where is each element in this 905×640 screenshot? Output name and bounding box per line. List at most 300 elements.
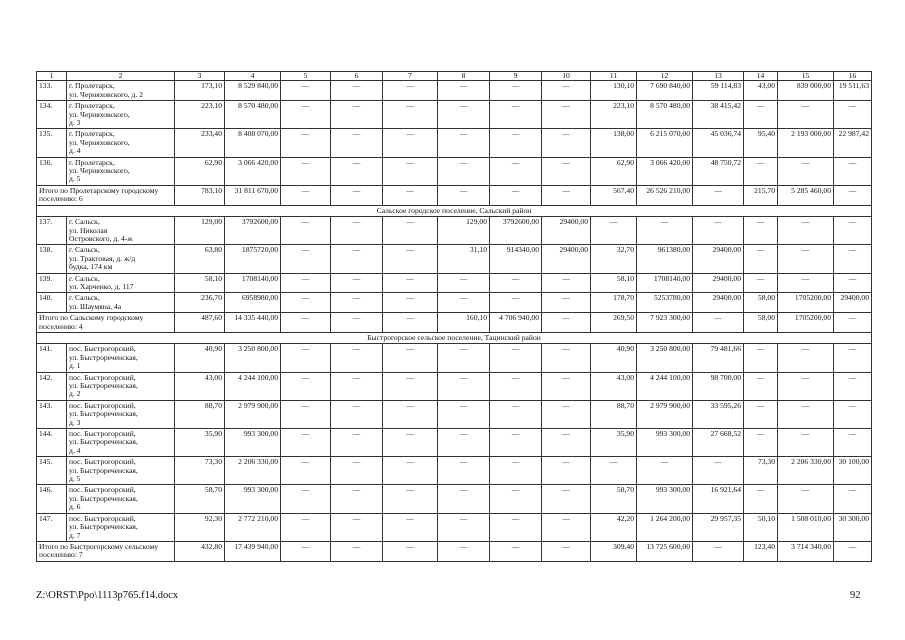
- column-number-cell: 15: [778, 72, 834, 81]
- table-cell: 138,00: [591, 129, 637, 157]
- row-number-cell: 133.: [37, 81, 67, 101]
- table-cell: 73,30: [175, 457, 225, 485]
- table-cell: —: [331, 245, 383, 273]
- table-cell: —: [331, 81, 383, 101]
- table-cell: —: [834, 485, 872, 513]
- table-cell: 2 193 000,00: [778, 129, 834, 157]
- table-cell: 1705200,00: [778, 313, 834, 333]
- section-title: Сальское городское поселение, Сальский район: [37, 205, 872, 216]
- column-number-cell: 3: [175, 72, 225, 81]
- table-row: [37, 344, 872, 372]
- column-number-cell: 16: [834, 72, 872, 81]
- table-cell: 29400,00: [693, 293, 744, 313]
- table-cell: —: [383, 245, 438, 273]
- table-cell: —: [331, 293, 383, 313]
- table-cell: 4 706 940,00: [490, 313, 542, 333]
- table-cell: 59 114,83: [693, 81, 744, 101]
- table-cell: 914340,00: [490, 245, 542, 273]
- table-cell: 43,00: [744, 81, 778, 101]
- table-cell: 123,40: [744, 541, 778, 561]
- table-cell: —: [542, 293, 591, 313]
- subtotal-row: [37, 541, 872, 561]
- table-cell: 63,80: [175, 245, 225, 273]
- table-cell: 29400,00: [542, 217, 591, 245]
- table-cell: 92,30: [175, 513, 225, 541]
- table-cell: —: [744, 372, 778, 400]
- table-cell: 1 508 010,00: [778, 513, 834, 541]
- row-number-cell: 136.: [37, 157, 67, 185]
- table-cell: 88,70: [175, 400, 225, 428]
- table-cell: —: [438, 157, 490, 185]
- table-cell: 2 772 210,00: [225, 513, 281, 541]
- table-cell: —: [438, 429, 490, 457]
- table-cell: —: [490, 157, 542, 185]
- table-cell: —: [281, 457, 331, 485]
- table-cell: —: [438, 81, 490, 101]
- address-cell: пос. Быстрогорский, ул. Быстрореченская, д. 7: [67, 513, 175, 541]
- table-cell: —: [542, 457, 591, 485]
- section-header-row: [37, 332, 872, 343]
- table-cell: —: [438, 513, 490, 541]
- table-cell: —: [331, 457, 383, 485]
- table-cell: —: [778, 485, 834, 513]
- table-cell: —: [383, 129, 438, 157]
- table-cell: —: [331, 372, 383, 400]
- table-cell: —: [438, 485, 490, 513]
- table-cell: 30 300,00: [834, 513, 872, 541]
- section-header-row: [37, 205, 872, 216]
- table-cell: —: [542, 541, 591, 561]
- table-cell: 26 526 210,00: [637, 185, 693, 205]
- table-cell: —: [834, 313, 872, 333]
- table-cell: —: [281, 129, 331, 157]
- table-cell: 40,90: [591, 344, 637, 372]
- table-cell: 1 264 200,00: [637, 513, 693, 541]
- table-cell: 236,70: [175, 293, 225, 313]
- table-cell: —: [331, 313, 383, 333]
- table-cell: —: [281, 185, 331, 205]
- table-cell: —: [281, 217, 331, 245]
- housing-resettlement-table: [36, 71, 872, 562]
- table-cell: —: [281, 313, 331, 333]
- table-cell: —: [383, 293, 438, 313]
- table-cell: —: [438, 400, 490, 428]
- table-cell: —: [331, 273, 383, 293]
- table-cell: —: [744, 344, 778, 372]
- table-cell: —: [693, 541, 744, 561]
- table-cell: 22 987,42: [834, 129, 872, 157]
- table-cell: —: [693, 313, 744, 333]
- table-cell: —: [542, 157, 591, 185]
- table-cell: 309,40: [591, 541, 637, 561]
- table-row: [37, 485, 872, 513]
- table-cell: —: [542, 273, 591, 293]
- table-cell: —: [331, 344, 383, 372]
- table-cell: 4 244 100,00: [637, 372, 693, 400]
- table-row: [37, 429, 872, 457]
- address-cell: г. Пролетарск, ул. Черняховского, д. 5: [67, 157, 175, 185]
- table-cell: —: [490, 400, 542, 428]
- table-cell: —: [744, 400, 778, 428]
- table-cell: —: [331, 485, 383, 513]
- table-cell: 1708140,00: [637, 273, 693, 293]
- table-cell: —: [490, 429, 542, 457]
- table-cell: —: [542, 372, 591, 400]
- table-cell: 173,10: [175, 81, 225, 101]
- table-cell: —: [744, 485, 778, 513]
- table-cell: —: [542, 400, 591, 428]
- table-cell: 48 750,72: [693, 157, 744, 185]
- table-cell: —: [693, 457, 744, 485]
- column-number-cell: 2: [67, 72, 175, 81]
- table-cell: —: [834, 101, 872, 129]
- table-cell: —: [778, 372, 834, 400]
- table-cell: —: [744, 157, 778, 185]
- subtotal-row: [37, 313, 872, 333]
- table-cell: 35,90: [591, 429, 637, 457]
- table-cell: —: [490, 101, 542, 129]
- row-number-cell: 137.: [37, 217, 67, 245]
- table-cell: —: [490, 457, 542, 485]
- table-cell: 215,70: [744, 185, 778, 205]
- table-cell: 129,00: [438, 217, 490, 245]
- table-cell: 3 250 800,00: [225, 344, 281, 372]
- table-cell: 4 244 100,00: [225, 372, 281, 400]
- table-cell: 29400,00: [693, 273, 744, 293]
- table-cell: 961380,00: [637, 245, 693, 273]
- table-cell: —: [383, 273, 438, 293]
- table-cell: —: [331, 429, 383, 457]
- table-cell: —: [438, 101, 490, 129]
- table-cell: —: [744, 101, 778, 129]
- table-cell: —: [744, 245, 778, 273]
- table-cell: —: [281, 293, 331, 313]
- table-cell: —: [281, 513, 331, 541]
- row-number-cell: 139.: [37, 273, 67, 293]
- row-number-cell: 138.: [37, 245, 67, 273]
- table-cell: —: [383, 344, 438, 372]
- table-cell: 2 206 330,00: [225, 457, 281, 485]
- table-cell: 1705200,00: [778, 293, 834, 313]
- footer-page-number: 92: [850, 590, 861, 601]
- table-cell: —: [383, 101, 438, 129]
- table-cell: 8 408 070,00: [225, 129, 281, 157]
- table-cell: 58,70: [591, 485, 637, 513]
- table-cell: 3792600,00: [490, 217, 542, 245]
- address-cell: пос. Быстрогорский, ул. Быстрореченская, д. 6: [67, 485, 175, 513]
- table-cell: 839 000,00: [778, 81, 834, 101]
- table-cell: —: [281, 400, 331, 428]
- row-number-cell: 135.: [37, 129, 67, 157]
- table-cell: —: [744, 429, 778, 457]
- table-cell: —: [490, 541, 542, 561]
- address-cell: пос. Быстрогорский, ул. Быстрореченская, д. 5: [67, 457, 175, 485]
- table-cell: —: [281, 372, 331, 400]
- column-number-cell: 10: [542, 72, 591, 81]
- table-cell: 6958980,00: [225, 293, 281, 313]
- table-cell: 160,10: [438, 313, 490, 333]
- table-cell: —: [490, 513, 542, 541]
- table-cell: —: [281, 273, 331, 293]
- table-cell: —: [542, 129, 591, 157]
- table-cell: 129,00: [175, 217, 225, 245]
- table-cell: 33 595,26: [693, 400, 744, 428]
- table-cell: —: [542, 313, 591, 333]
- table-cell: 7 923 300,00: [637, 313, 693, 333]
- table-cell: 58,10: [175, 273, 225, 293]
- table-cell: —: [383, 217, 438, 245]
- subtotal-row: [37, 185, 872, 205]
- column-number-cell: 8: [438, 72, 490, 81]
- table-cell: —: [834, 400, 872, 428]
- table-cell: 38 415,42: [693, 101, 744, 129]
- table-cell: —: [331, 101, 383, 129]
- table-cell: 43,00: [591, 372, 637, 400]
- table-cell: —: [331, 513, 383, 541]
- row-number-cell: 147.: [37, 513, 67, 541]
- table-cell: —: [490, 185, 542, 205]
- table-row: [37, 513, 872, 541]
- table-cell: —: [693, 185, 744, 205]
- table-cell: —: [744, 273, 778, 293]
- table-cell: —: [383, 185, 438, 205]
- column-number-cell: 4: [225, 72, 281, 81]
- address-cell: г. Пролетарск, ул. Черняховского, д. 2: [67, 81, 175, 101]
- column-number-cell: 1: [37, 72, 67, 81]
- table-cell: —: [542, 429, 591, 457]
- subtotal-label: Итого по Пролетарскому городскому поселению: 6: [37, 185, 175, 205]
- table-cell: 2 979 900,00: [637, 400, 693, 428]
- table-cell: —: [383, 457, 438, 485]
- table-cell: —: [383, 157, 438, 185]
- table-cell: 73,30: [744, 457, 778, 485]
- table-cell: 58,10: [591, 273, 637, 293]
- table-cell: —: [778, 157, 834, 185]
- table-cell: —: [281, 157, 331, 185]
- table-cell: 5253780,00: [637, 293, 693, 313]
- table-cell: 95,40: [744, 129, 778, 157]
- table-cell: —: [438, 185, 490, 205]
- table-cell: —: [281, 101, 331, 129]
- table-cell: —: [438, 372, 490, 400]
- table-cell: —: [834, 273, 872, 293]
- table-cell: 567,40: [591, 185, 637, 205]
- table-cell: 8 570 480,00: [225, 101, 281, 129]
- table-cell: 16 921,64: [693, 485, 744, 513]
- table-cell: 88,70: [591, 400, 637, 428]
- table-cell: —: [438, 273, 490, 293]
- footer-file-path: Z:\ORST\Ppo\1113p765.f14.docx: [36, 590, 179, 601]
- table-cell: —: [490, 372, 542, 400]
- table-cell: —: [331, 185, 383, 205]
- table-cell: —: [744, 217, 778, 245]
- table-row: [37, 101, 872, 129]
- table-cell: —: [490, 129, 542, 157]
- table-cell: —: [438, 129, 490, 157]
- table-cell: —: [490, 344, 542, 372]
- table-cell: 223,10: [175, 101, 225, 129]
- table-cell: 2 979 900,00: [225, 400, 281, 428]
- table-cell: —: [331, 157, 383, 185]
- table-cell: 8 570 480,00: [637, 101, 693, 129]
- table-cell: —: [438, 344, 490, 372]
- table-cell: 19 511,63: [834, 81, 872, 101]
- table-cell: 3 714 340,00: [778, 541, 834, 561]
- document-table-container: [36, 71, 871, 562]
- table-cell: 7 690 840,00: [637, 81, 693, 101]
- table-row: [37, 157, 872, 185]
- table-cell: 2 206 330,00: [778, 457, 834, 485]
- table-cell: —: [542, 344, 591, 372]
- table-cell: —: [383, 485, 438, 513]
- table-cell: 58,00: [744, 293, 778, 313]
- table-cell: —: [834, 372, 872, 400]
- table-cell: —: [490, 485, 542, 513]
- table-cell: 993 300,00: [637, 429, 693, 457]
- table-row: [37, 372, 872, 400]
- table-cell: —: [281, 541, 331, 561]
- table-cell: 3792600,00: [225, 217, 281, 245]
- column-number-cell: 11: [591, 72, 637, 81]
- table-cell: —: [834, 344, 872, 372]
- table-cell: 43,00: [175, 372, 225, 400]
- table-cell: 31 811 670,00: [225, 185, 281, 205]
- table-cell: —: [834, 245, 872, 273]
- table-cell: —: [331, 400, 383, 428]
- table-cell: 14 335 440,00: [225, 313, 281, 333]
- subtotal-label: Итого по Быстрогорскому сельскому поселению: 7: [37, 541, 175, 561]
- table-row: [37, 81, 872, 101]
- table-cell: 62,90: [591, 157, 637, 185]
- table-cell: —: [637, 217, 693, 245]
- table-cell: 98 700,00: [693, 372, 744, 400]
- address-cell: г. Сальск, ул. Николая Островского, д. 4-ж: [67, 217, 175, 245]
- table-cell: —: [834, 185, 872, 205]
- table-cell: 79 481,66: [693, 344, 744, 372]
- table-row: [37, 400, 872, 428]
- table-cell: —: [281, 485, 331, 513]
- address-cell: пос. Быстрогорский, ул. Быстрореченская, д. 1: [67, 344, 175, 372]
- table-cell: —: [542, 101, 591, 129]
- table-cell: —: [383, 541, 438, 561]
- address-cell: г. Сальск, ул. Трактовая, д. ж/д будка, 174 км: [67, 245, 175, 273]
- table-cell: 40,90: [175, 344, 225, 372]
- table-cell: —: [331, 541, 383, 561]
- table-cell: —: [490, 293, 542, 313]
- table-cell: —: [637, 457, 693, 485]
- table-cell: 3 250 800,00: [637, 344, 693, 372]
- table-cell: —: [834, 217, 872, 245]
- table-cell: 487,60: [175, 313, 225, 333]
- table-cell: —: [778, 344, 834, 372]
- table-cell: —: [778, 245, 834, 273]
- table-cell: 58,70: [175, 485, 225, 513]
- column-number-cell: 12: [637, 72, 693, 81]
- table-cell: 32,70: [591, 245, 637, 273]
- table-cell: —: [281, 81, 331, 101]
- table-cell: —: [834, 429, 872, 457]
- row-number-cell: 145.: [37, 457, 67, 485]
- table-cell: —: [383, 372, 438, 400]
- column-number-cell: 7: [383, 72, 438, 81]
- table-cell: —: [778, 400, 834, 428]
- table-cell: 1708140,00: [225, 273, 281, 293]
- table-cell: —: [281, 245, 331, 273]
- column-number-cell: 14: [744, 72, 778, 81]
- address-cell: г. Пролетарск, ул. Черняховского, д. 3: [67, 101, 175, 129]
- table-cell: —: [591, 457, 637, 485]
- table-cell: 29400,00: [693, 245, 744, 273]
- table-cell: 29400,00: [542, 245, 591, 273]
- table-cell: —: [778, 101, 834, 129]
- table-cell: —: [542, 513, 591, 541]
- table-cell: —: [693, 217, 744, 245]
- table-cell: 3 066 420,00: [225, 157, 281, 185]
- table-cell: —: [542, 485, 591, 513]
- address-cell: г. Сальск, ул. Харченко, д. 117: [67, 273, 175, 293]
- table-cell: 6 215 070,00: [637, 129, 693, 157]
- table-cell: —: [383, 513, 438, 541]
- table-cell: 8 529 840,00: [225, 81, 281, 101]
- table-row: [37, 129, 872, 157]
- table-cell: 178,70: [591, 293, 637, 313]
- table-cell: 35,90: [175, 429, 225, 457]
- section-title: Быстрогорское сельское поселение, Тацинский район: [37, 332, 872, 343]
- row-number-cell: 141.: [37, 344, 67, 372]
- table-cell: 17 439 940,00: [225, 541, 281, 561]
- table-cell: 3 066 420,00: [637, 157, 693, 185]
- table-cell: 45 036,74: [693, 129, 744, 157]
- table-cell: 50,10: [744, 513, 778, 541]
- table-cell: —: [778, 217, 834, 245]
- row-number-cell: 140.: [37, 293, 67, 313]
- table-cell: —: [331, 129, 383, 157]
- table-row: [37, 273, 872, 293]
- table-cell: 993 300,00: [225, 429, 281, 457]
- table-cell: 29400,00: [834, 293, 872, 313]
- table-cell: 1875720,00: [225, 245, 281, 273]
- table-row: [37, 217, 872, 245]
- table-cell: 130,10: [591, 81, 637, 101]
- table-cell: —: [383, 429, 438, 457]
- table-cell: 29 957,35: [693, 513, 744, 541]
- table-cell: —: [281, 344, 331, 372]
- table-cell: 42,20: [591, 513, 637, 541]
- table-row: [37, 245, 872, 273]
- address-cell: г. Пролетарск, ул. Черняховского, д. 4: [67, 129, 175, 157]
- table-cell: 62,90: [175, 157, 225, 185]
- address-cell: пос. Быстрогорский, ул. Быстрореченская, д. 3: [67, 400, 175, 428]
- table-cell: —: [778, 273, 834, 293]
- column-number-cell: 9: [490, 72, 542, 81]
- table-cell: 233,40: [175, 129, 225, 157]
- table-cell: —: [490, 273, 542, 293]
- table-cell: —: [438, 293, 490, 313]
- table-cell: 269,50: [591, 313, 637, 333]
- row-number-cell: 143.: [37, 400, 67, 428]
- table-cell: 993 300,00: [225, 485, 281, 513]
- row-number-cell: 146.: [37, 485, 67, 513]
- table-cell: —: [834, 541, 872, 561]
- table-cell: —: [834, 157, 872, 185]
- column-number-row: [37, 72, 872, 81]
- table-cell: 223,10: [591, 101, 637, 129]
- table-cell: 783,10: [175, 185, 225, 205]
- table-cell: 993 300,00: [637, 485, 693, 513]
- row-number-cell: 134.: [37, 101, 67, 129]
- column-number-cell: 5: [281, 72, 331, 81]
- table-cell: 5 285 460,00: [778, 185, 834, 205]
